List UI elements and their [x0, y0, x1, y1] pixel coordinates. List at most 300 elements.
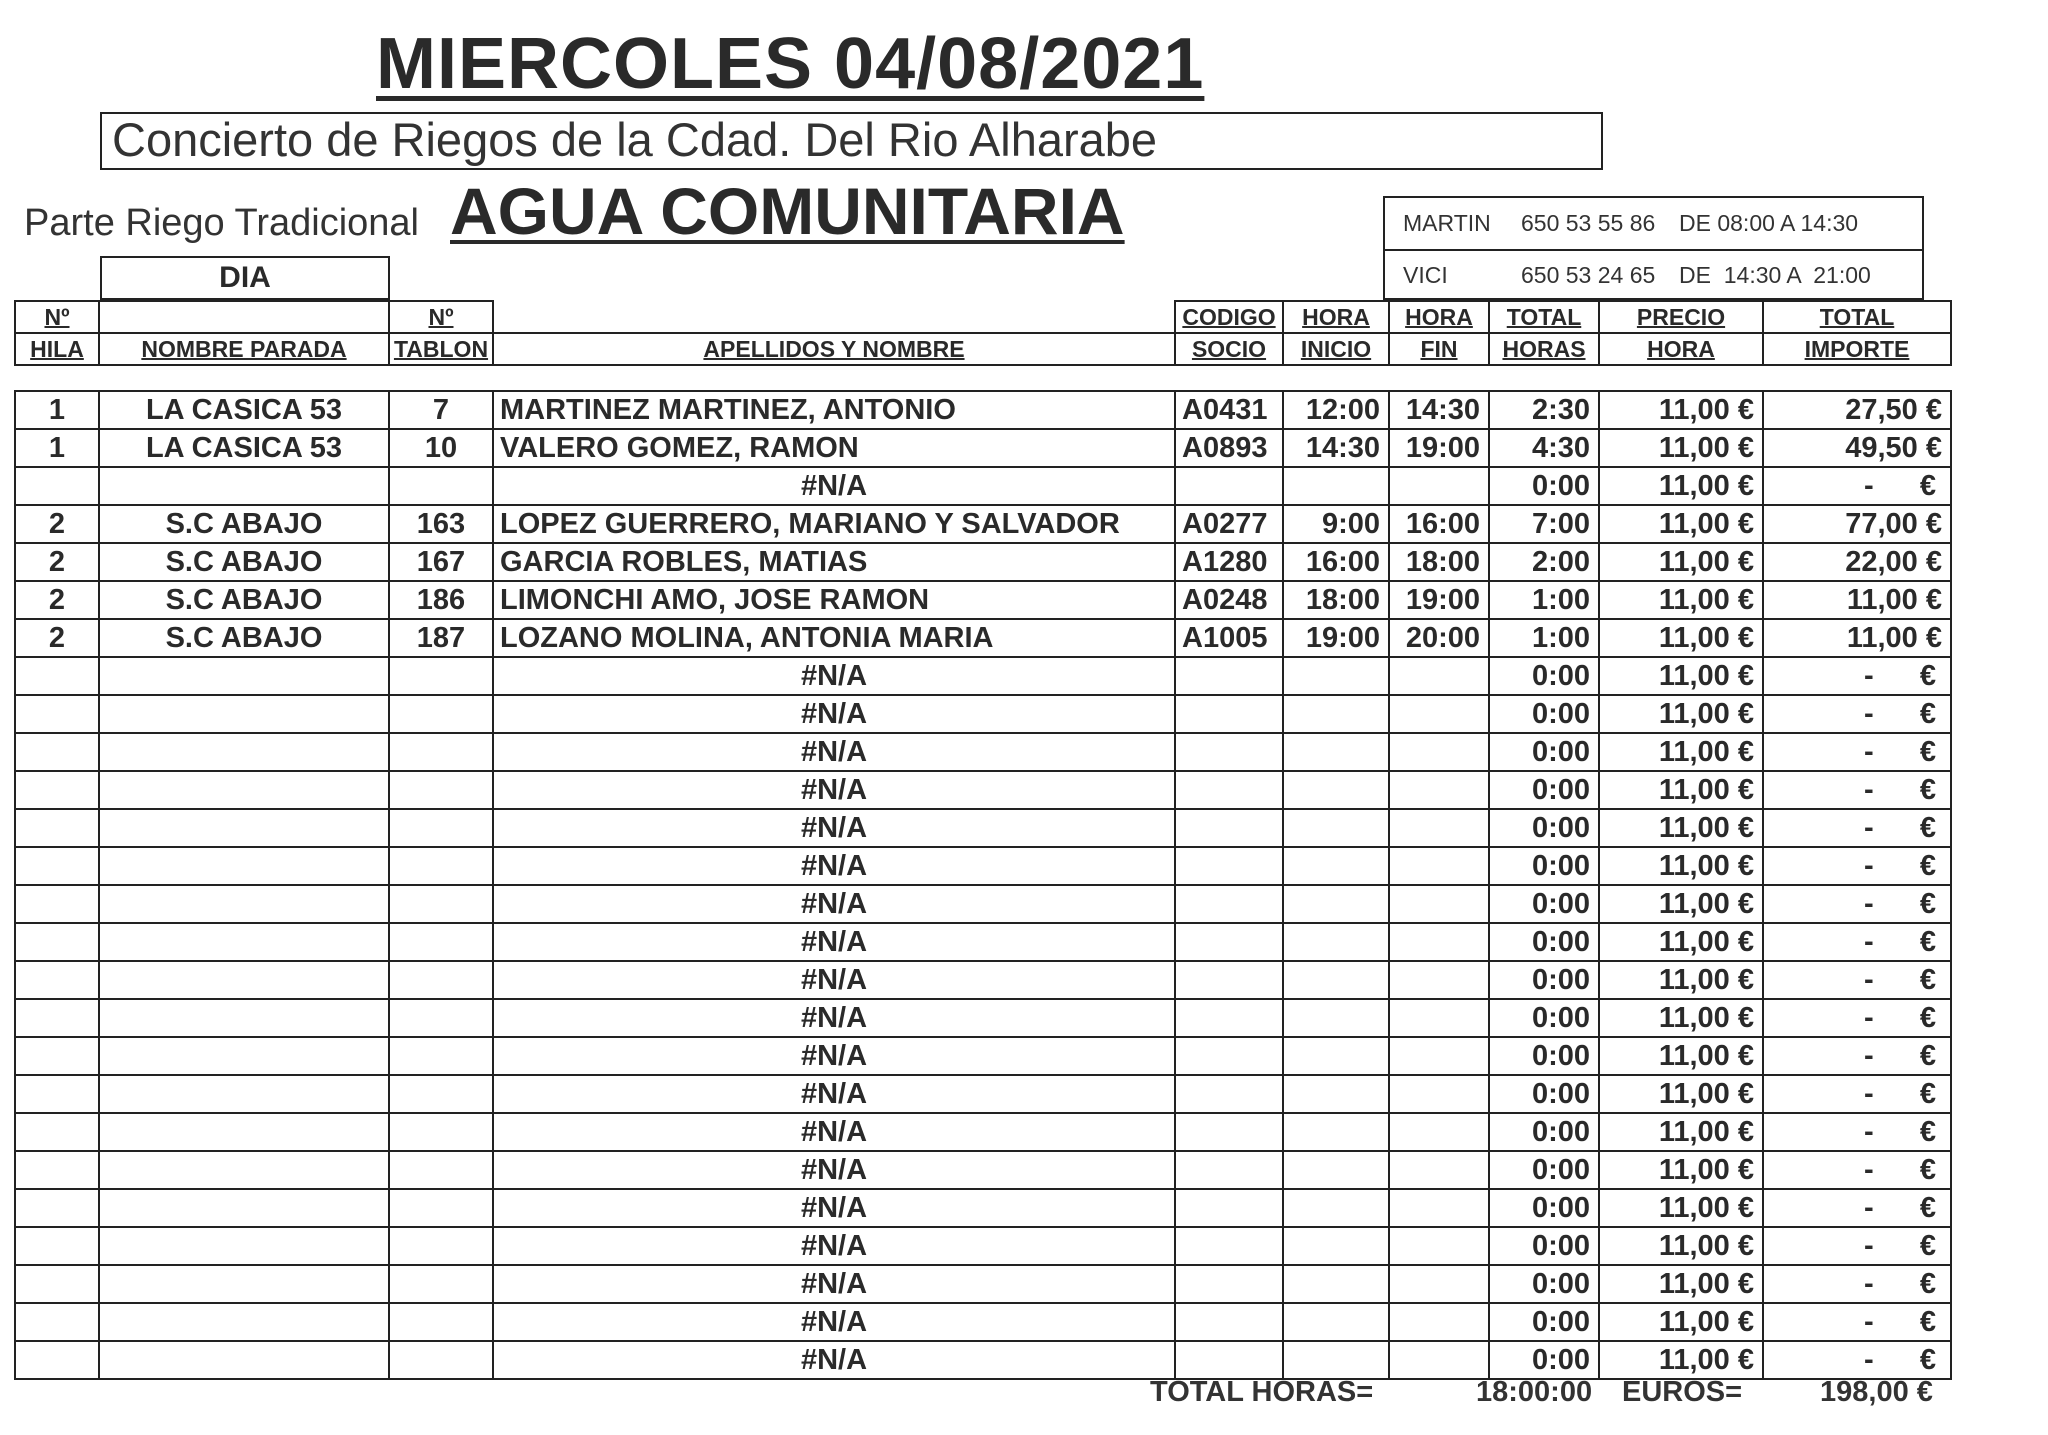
- cell-precio-hora: 11,00 €: [1599, 923, 1763, 961]
- cell-tablon: [389, 1227, 493, 1265]
- cell-hila: [15, 695, 99, 733]
- cell-tablon: [389, 695, 493, 733]
- cell-precio-hora: 11,00 €: [1599, 809, 1763, 847]
- cell-hila: [15, 1265, 99, 1303]
- cell-hila: [15, 771, 99, 809]
- importe-dash: -: [1864, 1078, 1874, 1110]
- cell-hora-inicio: [1283, 1341, 1389, 1379]
- cell-nombre: #N/A: [493, 695, 1175, 733]
- cell-parada: [99, 923, 389, 961]
- importe-dash: -: [1864, 1040, 1874, 1072]
- cell-precio-hora: 11,00 €: [1599, 885, 1763, 923]
- cell-precio-hora: 11,00 €: [1599, 1227, 1763, 1265]
- cell-parada: [99, 1075, 389, 1113]
- cell-codigo: A0893: [1175, 429, 1283, 467]
- table-row: [15, 1075, 1951, 1113]
- cell-hora-fin: [1389, 1113, 1489, 1151]
- cell-precio-hora: 11,00 €: [1599, 467, 1763, 505]
- cell-nombre: #N/A: [493, 1303, 1175, 1341]
- cell-precio-hora: 11,00 €: [1599, 543, 1763, 581]
- header-importe: IMPORTE: [1763, 333, 1951, 365]
- importe-dash: -: [1864, 660, 1874, 692]
- dia-box: DIA: [100, 256, 390, 300]
- table-row: [15, 923, 1951, 961]
- table-row: [15, 1151, 1951, 1189]
- cell-tablon: [389, 809, 493, 847]
- cell-precio-hora: 11,00 €: [1599, 961, 1763, 999]
- cell-nombre: #N/A: [493, 1075, 1175, 1113]
- table-row: [15, 1303, 1951, 1341]
- cell-total-importe: [1763, 923, 1951, 961]
- euro-sign: €: [1919, 774, 1936, 806]
- cell-hila: 2: [15, 505, 99, 543]
- cell-tablon: 10: [389, 429, 493, 467]
- cell-tablon: [389, 1113, 493, 1151]
- cell-parada: [99, 1303, 389, 1341]
- header-codigo: SOCIO: [1175, 333, 1283, 365]
- cell-codigo: [1175, 847, 1283, 885]
- cell-codigo: [1175, 999, 1283, 1037]
- header-inicio: INICIO: [1283, 333, 1389, 365]
- cell-parada: [99, 695, 389, 733]
- euro-sign: €: [1919, 736, 1936, 768]
- header-inicio-top: HORA: [1283, 301, 1389, 333]
- cell-codigo: [1175, 695, 1283, 733]
- cell-total-importe: [1763, 1341, 1951, 1379]
- cell-tablon: 186: [389, 581, 493, 619]
- cell-tablon: [389, 1265, 493, 1303]
- cell-nombre: LIMONCHI AMO, JOSE RAMON: [493, 581, 1175, 619]
- cell-hora-inicio: [1283, 695, 1389, 733]
- total-euros-label: EUROS=: [1622, 1376, 1743, 1408]
- importe-dash: -: [1864, 888, 1874, 920]
- cell-total-horas: 0:00: [1489, 1075, 1599, 1113]
- cell-total-horas: 0:00: [1489, 1303, 1599, 1341]
- cell-total-importe: 27,50 €: [1763, 391, 1951, 429]
- header-fin-top: HORA: [1389, 301, 1489, 333]
- cell-hora-fin: [1389, 1037, 1489, 1075]
- cell-nombre: #N/A: [493, 885, 1175, 923]
- section-title: AGUA COMUNITARIA: [450, 174, 1125, 248]
- cell-codigo: [1175, 467, 1283, 505]
- cell-precio-hora: 11,00 €: [1599, 1113, 1763, 1151]
- cell-nombre: #N/A: [493, 1113, 1175, 1151]
- cell-hora-fin: [1389, 847, 1489, 885]
- header-hila: HILA: [15, 333, 99, 365]
- section-label: Parte Riego Tradicional: [24, 202, 419, 244]
- cell-parada: S.C ABAJO: [99, 505, 389, 543]
- cell-tablon: [389, 1341, 493, 1379]
- importe-dash: -: [1864, 850, 1874, 882]
- cell-hila: [15, 1341, 99, 1379]
- euro-sign: €: [1919, 1002, 1936, 1034]
- header-nombre: APELLIDOS Y NOMBRE: [493, 333, 1175, 365]
- cell-hora-fin: [1389, 923, 1489, 961]
- contact-row: [1385, 198, 1922, 249]
- euro-sign: €: [1919, 888, 1936, 920]
- cell-parada: [99, 1189, 389, 1227]
- importe-dash: -: [1864, 964, 1874, 996]
- cell-nombre: VALERO GOMEZ, RAMON: [493, 429, 1175, 467]
- table-row: [15, 771, 1951, 809]
- cell-hora-inicio: [1283, 847, 1389, 885]
- header-fin: FIN: [1389, 333, 1489, 365]
- table-header: [14, 300, 1952, 366]
- cell-precio-hora: 11,00 €: [1599, 999, 1763, 1037]
- euro-sign: €: [1919, 850, 1936, 882]
- table-body: [15, 391, 1951, 1379]
- cell-tablon: [389, 1303, 493, 1341]
- cell-hila: [15, 733, 99, 771]
- cell-hila: 2: [15, 581, 99, 619]
- cell-codigo: A0431: [1175, 391, 1283, 429]
- cell-hora-fin: [1389, 809, 1489, 847]
- cell-hila: [15, 885, 99, 923]
- cell-hora-fin: [1389, 467, 1489, 505]
- cell-hila: 1: [15, 391, 99, 429]
- cell-hora-fin: 19:00: [1389, 429, 1489, 467]
- cell-hora-inicio: [1283, 885, 1389, 923]
- cell-codigo: [1175, 771, 1283, 809]
- cell-total-importe: 22,00 €: [1763, 543, 1951, 581]
- cell-hora-inicio: [1283, 999, 1389, 1037]
- cell-hora-inicio: 14:30: [1283, 429, 1389, 467]
- cell-nombre: #N/A: [493, 1341, 1175, 1379]
- cell-hora-fin: [1389, 1341, 1489, 1379]
- cell-hora-fin: [1389, 1303, 1489, 1341]
- table-row: [15, 505, 1951, 543]
- table-row: [15, 809, 1951, 847]
- cell-nombre: #N/A: [493, 1037, 1175, 1075]
- cell-codigo: [1175, 1303, 1283, 1341]
- cell-codigo: A0248: [1175, 581, 1283, 619]
- cell-precio-hora: 11,00 €: [1599, 619, 1763, 657]
- cell-hora-fin: [1389, 1151, 1489, 1189]
- cell-total-horas: 2:30: [1489, 391, 1599, 429]
- cell-tablon: [389, 771, 493, 809]
- euro-sign: €: [1919, 698, 1936, 730]
- cell-total-horas: 0:00: [1489, 885, 1599, 923]
- cell-precio-hora: 11,00 €: [1599, 1341, 1763, 1379]
- cell-hila: [15, 657, 99, 695]
- table-row: [15, 429, 1951, 467]
- header-precio-top: PRECIO: [1599, 301, 1763, 333]
- cell-precio-hora: 11,00 €: [1599, 1189, 1763, 1227]
- cell-total-importe: [1763, 1227, 1951, 1265]
- cell-precio-hora: 11,00 €: [1599, 847, 1763, 885]
- cell-precio-hora: 11,00 €: [1599, 1303, 1763, 1341]
- contact-schedule: DE 08:00 A 14:30: [1679, 210, 1859, 236]
- cell-total-horas: 0:00: [1489, 1037, 1599, 1075]
- cell-nombre: #N/A: [493, 467, 1175, 505]
- table-row: [15, 391, 1951, 429]
- cell-tablon: [389, 1037, 493, 1075]
- total-hours-value: 18:00:00: [1476, 1376, 1593, 1408]
- euro-sign: €: [1919, 812, 1936, 844]
- cell-hora-fin: 19:00: [1389, 581, 1489, 619]
- cell-codigo: [1175, 1341, 1283, 1379]
- table-row: [15, 1037, 1951, 1075]
- header-nombre-top: [493, 301, 1175, 333]
- cell-hora-fin: [1389, 1227, 1489, 1265]
- cell-total-importe: [1763, 1303, 1951, 1341]
- cell-nombre: #N/A: [493, 923, 1175, 961]
- cell-hila: [15, 1075, 99, 1113]
- cell-precio-hora: 11,00 €: [1599, 771, 1763, 809]
- cell-hora-inicio: [1283, 809, 1389, 847]
- total-euros-value: 198,00 €: [1820, 1376, 1933, 1408]
- cell-codigo: [1175, 733, 1283, 771]
- cell-total-importe: [1763, 695, 1951, 733]
- cell-codigo: [1175, 923, 1283, 961]
- cell-total-importe: [1763, 1265, 1951, 1303]
- contact-name: VICI: [1403, 262, 1448, 288]
- contact-schedule: DE 14:30 A 21:00: [1679, 262, 1871, 288]
- importe-dash: -: [1864, 698, 1874, 730]
- header-tablon: TABLON: [389, 333, 493, 365]
- cell-total-importe: [1763, 771, 1951, 809]
- cell-hila: 2: [15, 543, 99, 581]
- cell-codigo: [1175, 885, 1283, 923]
- table-row: [15, 1341, 1951, 1379]
- cell-tablon: [389, 1189, 493, 1227]
- table-row: [15, 733, 1951, 771]
- cell-total-horas: 4:30: [1489, 429, 1599, 467]
- table-row: [15, 961, 1951, 999]
- table-row: [15, 885, 1951, 923]
- cell-tablon: 163: [389, 505, 493, 543]
- cell-parada: [99, 1265, 389, 1303]
- cell-total-horas: 0:00: [1489, 1341, 1599, 1379]
- cell-tablon: [389, 847, 493, 885]
- cell-hora-inicio: [1283, 961, 1389, 999]
- cell-total-importe: [1763, 1037, 1951, 1075]
- cell-tablon: [389, 885, 493, 923]
- cell-total-importe: [1763, 847, 1951, 885]
- cell-parada: [99, 809, 389, 847]
- cell-hora-inicio: [1283, 923, 1389, 961]
- importe-dash: -: [1864, 736, 1874, 768]
- cell-nombre: #N/A: [493, 1265, 1175, 1303]
- importe-dash: -: [1864, 1344, 1874, 1376]
- cell-total-horas: 7:00: [1489, 505, 1599, 543]
- cell-precio-hora: 11,00 €: [1599, 733, 1763, 771]
- cell-total-horas: 0:00: [1489, 1227, 1599, 1265]
- cell-parada: LA CASICA 53: [99, 429, 389, 467]
- cell-codigo: A1280: [1175, 543, 1283, 581]
- cell-total-horas: 1:00: [1489, 581, 1599, 619]
- table-row: [15, 657, 1951, 695]
- cell-total-importe: [1763, 1075, 1951, 1113]
- cell-hora-inicio: 9:00: [1283, 505, 1389, 543]
- total-hours-label: TOTAL HORAS=: [1150, 1376, 1374, 1408]
- contact-phone: 650 53 24 65: [1521, 262, 1656, 288]
- euro-sign: €: [1919, 1040, 1936, 1072]
- cell-hila: [15, 999, 99, 1037]
- importe-dash: -: [1864, 926, 1874, 958]
- euro-sign: €: [1919, 1344, 1936, 1376]
- cell-nombre: #N/A: [493, 1189, 1175, 1227]
- cell-hila: [15, 847, 99, 885]
- cell-hora-inicio: [1283, 467, 1389, 505]
- cell-total-horas: 0:00: [1489, 771, 1599, 809]
- cell-parada: [99, 1113, 389, 1151]
- importe-dash: -: [1864, 1268, 1874, 1300]
- table-row: [15, 1265, 1951, 1303]
- cell-total-horas: 0:00: [1489, 1151, 1599, 1189]
- header-parada-top: [99, 301, 389, 333]
- cell-parada: [99, 467, 389, 505]
- cell-hora-inicio: 12:00: [1283, 391, 1389, 429]
- euro-sign: €: [1919, 1230, 1936, 1262]
- cell-hora-inicio: [1283, 733, 1389, 771]
- cell-codigo: [1175, 1189, 1283, 1227]
- header-precio: HORA: [1599, 333, 1763, 365]
- euro-sign: €: [1919, 470, 1936, 502]
- cell-hora-inicio: [1283, 1189, 1389, 1227]
- cell-hora-fin: [1389, 999, 1489, 1037]
- cell-parada: [99, 885, 389, 923]
- cell-codigo: A0277: [1175, 505, 1283, 543]
- cell-total-importe: [1763, 657, 1951, 695]
- cell-nombre: #N/A: [493, 961, 1175, 999]
- cell-hora-inicio: 18:00: [1283, 581, 1389, 619]
- euro-sign: €: [1919, 964, 1936, 996]
- cell-hora-fin: [1389, 1189, 1489, 1227]
- cell-total-horas: 0:00: [1489, 999, 1599, 1037]
- euro-sign: €: [1919, 1192, 1936, 1224]
- cell-tablon: [389, 923, 493, 961]
- cell-total-horas: 2:00: [1489, 543, 1599, 581]
- cell-total-importe: 49,50 €: [1763, 429, 1951, 467]
- cell-total-horas: 0:00: [1489, 923, 1599, 961]
- importe-dash: -: [1864, 774, 1874, 806]
- cell-hora-fin: [1389, 695, 1489, 733]
- importe-dash: -: [1864, 1002, 1874, 1034]
- cell-hila: [15, 961, 99, 999]
- cell-parada: [99, 657, 389, 695]
- header-codigo-top: CODIGO: [1175, 301, 1283, 333]
- cell-hora-fin: 18:00: [1389, 543, 1489, 581]
- cell-total-importe: 11,00 €: [1763, 581, 1951, 619]
- cell-hora-fin: [1389, 1075, 1489, 1113]
- cell-hora-inicio: [1283, 1303, 1389, 1341]
- cell-tablon: 187: [389, 619, 493, 657]
- table-row: [15, 467, 1951, 505]
- page-title: MIERCOLES 04/08/2021: [376, 24, 1205, 104]
- cell-precio-hora: 11,00 €: [1599, 505, 1763, 543]
- cell-tablon: [389, 467, 493, 505]
- cell-hora-fin: [1389, 885, 1489, 923]
- importe-dash: -: [1864, 1116, 1874, 1148]
- cell-hora-fin: [1389, 733, 1489, 771]
- cell-hora-fin: 16:00: [1389, 505, 1489, 543]
- cell-parada: S.C ABAJO: [99, 619, 389, 657]
- cell-tablon: 167: [389, 543, 493, 581]
- cell-precio-hora: 11,00 €: [1599, 1265, 1763, 1303]
- importe-dash: -: [1864, 1230, 1874, 1262]
- cell-total-horas: 0:00: [1489, 1265, 1599, 1303]
- cell-parada: [99, 961, 389, 999]
- header-hila-top: Nº: [15, 301, 99, 333]
- cell-parada: LA CASICA 53: [99, 391, 389, 429]
- cell-precio-hora: 11,00 €: [1599, 429, 1763, 467]
- cell-tablon: [389, 999, 493, 1037]
- euro-sign: €: [1919, 1154, 1936, 1186]
- cell-hila: [15, 1037, 99, 1075]
- cell-codigo: [1175, 809, 1283, 847]
- cell-parada: [99, 771, 389, 809]
- cell-codigo: A1005: [1175, 619, 1283, 657]
- cell-codigo: [1175, 1151, 1283, 1189]
- importe-dash: -: [1864, 1192, 1874, 1224]
- euro-sign: €: [1919, 1268, 1936, 1300]
- cell-total-importe: [1763, 809, 1951, 847]
- euro-sign: €: [1919, 926, 1936, 958]
- cell-precio-hora: 11,00 €: [1599, 1037, 1763, 1075]
- contact-box: [1383, 196, 1924, 300]
- cell-hila: [15, 1151, 99, 1189]
- cell-codigo: [1175, 1113, 1283, 1151]
- table-row: [15, 543, 1951, 581]
- cell-total-importe: 77,00 €: [1763, 505, 1951, 543]
- euro-sign: €: [1919, 1116, 1936, 1148]
- cell-hila: 2: [15, 619, 99, 657]
- cell-hora-inicio: [1283, 1265, 1389, 1303]
- cell-total-horas: 0:00: [1489, 467, 1599, 505]
- cell-precio-hora: 11,00 €: [1599, 657, 1763, 695]
- cell-hora-fin: 20:00: [1389, 619, 1489, 657]
- cell-total-importe: [1763, 999, 1951, 1037]
- cell-total-horas: 0:00: [1489, 733, 1599, 771]
- cell-precio-hora: 11,00 €: [1599, 1075, 1763, 1113]
- cell-nombre: LOPEZ GUERRERO, MARIANO Y SALVADOR: [493, 505, 1175, 543]
- cell-codigo: [1175, 1265, 1283, 1303]
- cell-codigo: [1175, 1075, 1283, 1113]
- cell-tablon: 7: [389, 391, 493, 429]
- table-row: [15, 847, 1951, 885]
- cell-hila: [15, 923, 99, 961]
- cell-nombre: #N/A: [493, 771, 1175, 809]
- cell-codigo: [1175, 657, 1283, 695]
- cell-parada: [99, 847, 389, 885]
- cell-nombre: #N/A: [493, 847, 1175, 885]
- contact-phone: 650 53 55 86: [1521, 210, 1656, 236]
- cell-hora-inicio: [1283, 1037, 1389, 1075]
- cell-nombre: MARTINEZ MARTINEZ, ANTONIO: [493, 391, 1175, 429]
- cell-total-horas: 0:00: [1489, 695, 1599, 733]
- cell-total-horas: 0:00: [1489, 1189, 1599, 1227]
- cell-hora-fin: [1389, 961, 1489, 999]
- cell-tablon: [389, 657, 493, 695]
- cell-codigo: [1175, 1037, 1283, 1075]
- table-row: [15, 1227, 1951, 1265]
- cell-total-importe: [1763, 1113, 1951, 1151]
- cell-tablon: [389, 1151, 493, 1189]
- header-horas-top: TOTAL: [1489, 301, 1599, 333]
- cell-total-importe: [1763, 1151, 1951, 1189]
- cell-hora-inicio: 16:00: [1283, 543, 1389, 581]
- cell-total-importe: [1763, 733, 1951, 771]
- cell-parada: [99, 733, 389, 771]
- cell-hila: [15, 1113, 99, 1151]
- cell-precio-hora: 11,00 €: [1599, 695, 1763, 733]
- cell-total-importe: 11,00 €: [1763, 619, 1951, 657]
- cell-hora-fin: 14:30: [1389, 391, 1489, 429]
- cell-total-importe: [1763, 885, 1951, 923]
- cell-parada: [99, 1341, 389, 1379]
- importe-dash: -: [1864, 1306, 1874, 1338]
